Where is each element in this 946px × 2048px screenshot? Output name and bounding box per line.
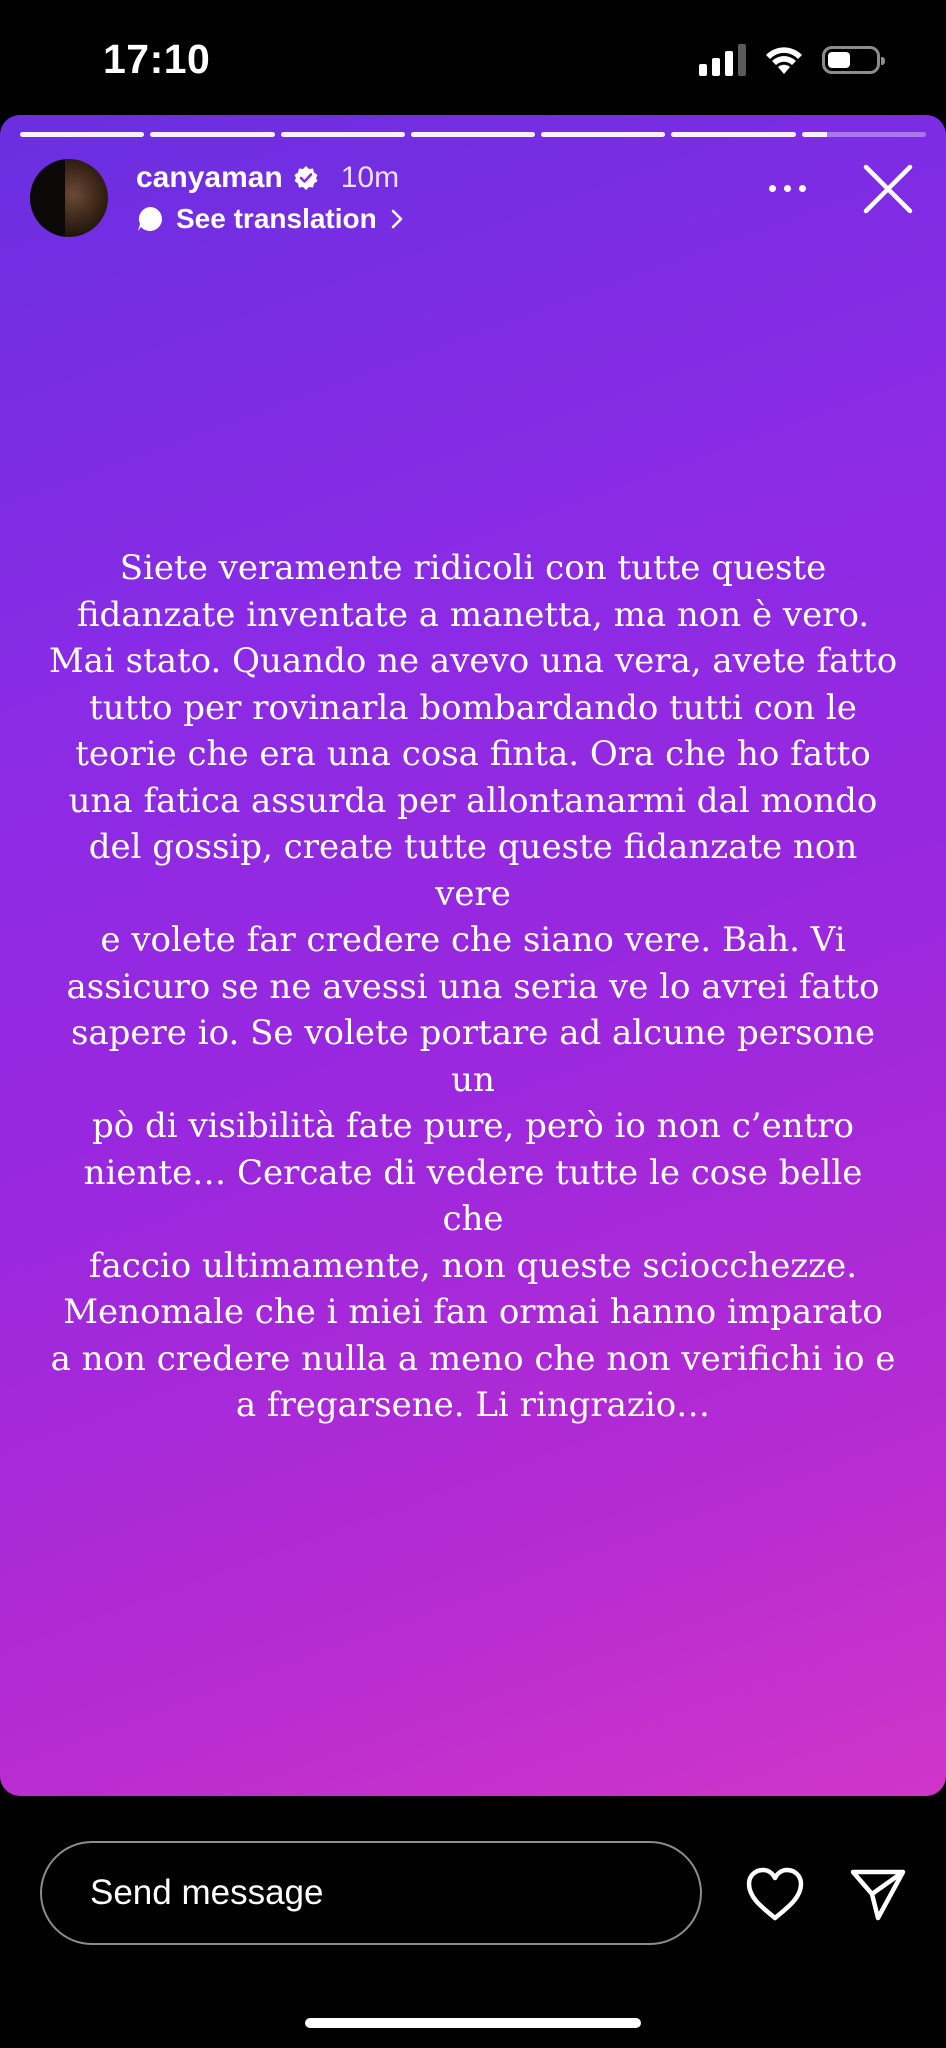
speech-bubble-icon [136,205,164,233]
status-icons [699,44,880,76]
see-translation-button[interactable] [136,203,405,235]
battery-icon [822,46,880,74]
more-options-icon[interactable] [769,185,806,192]
cellular-signal-icon [699,44,746,76]
chevron-right-icon [389,207,405,231]
send-message-placeholder: Send message [90,1873,324,1912]
progress-segment [671,132,795,137]
progress-segment [281,132,405,137]
story-time-ago: 10m [340,161,400,194]
verified-badge-icon [293,165,319,191]
progress-segment [411,132,535,137]
progress-segment [541,132,665,137]
username-row [136,161,399,195]
heart-icon[interactable] [745,1866,805,1922]
progress-segment [150,132,274,137]
status-time: 17:10 [103,36,211,82]
progress-segment [802,132,926,137]
home-indicator [305,2018,641,2028]
story-header [30,159,916,249]
story-card[interactable] [0,115,946,1796]
username[interactable]: canyaman [136,161,283,194]
send-message-input[interactable] [40,1841,702,1945]
see-translation-label: See translation [176,203,377,234]
story-text: Siete veramente ridicoli con tutte queste fidanzate inventate a manetta, ma non è vero. Mai stato. Quando ne avevo una vera, avete fatto tutto per rovinarla bombardando tutti con le teorie che era una cosa finta. Ora che ho fatto una fatica assurda per allontanarmi dal mondo del gossip, create tutte queste fidanzate non vere e volete far credere che siano vere. Bah. Vi assicuro se ne avessi una seria ve lo avrei fatto sapere io. Se volete portare ad alcune persone un pò di visibilità fate pure, però io non c’entro niente… Cercate di vedere tutte le cose belle che faccio ultimamente, non queste sciocchezze. Menomale che i miei fan ormai hanno imparato a non credere nulla a meno che non verifichi io e a fregarsene. Li ringrazio… [48,548,898,1425]
close-icon[interactable] [860,161,916,217]
reply-bar [0,1796,946,2048]
wifi-icon [764,44,804,76]
story-progress-bar [20,132,926,137]
avatar[interactable] [30,159,108,237]
send-icon[interactable] [848,1864,908,1924]
progress-segment [20,132,144,137]
status-bar [0,0,946,115]
